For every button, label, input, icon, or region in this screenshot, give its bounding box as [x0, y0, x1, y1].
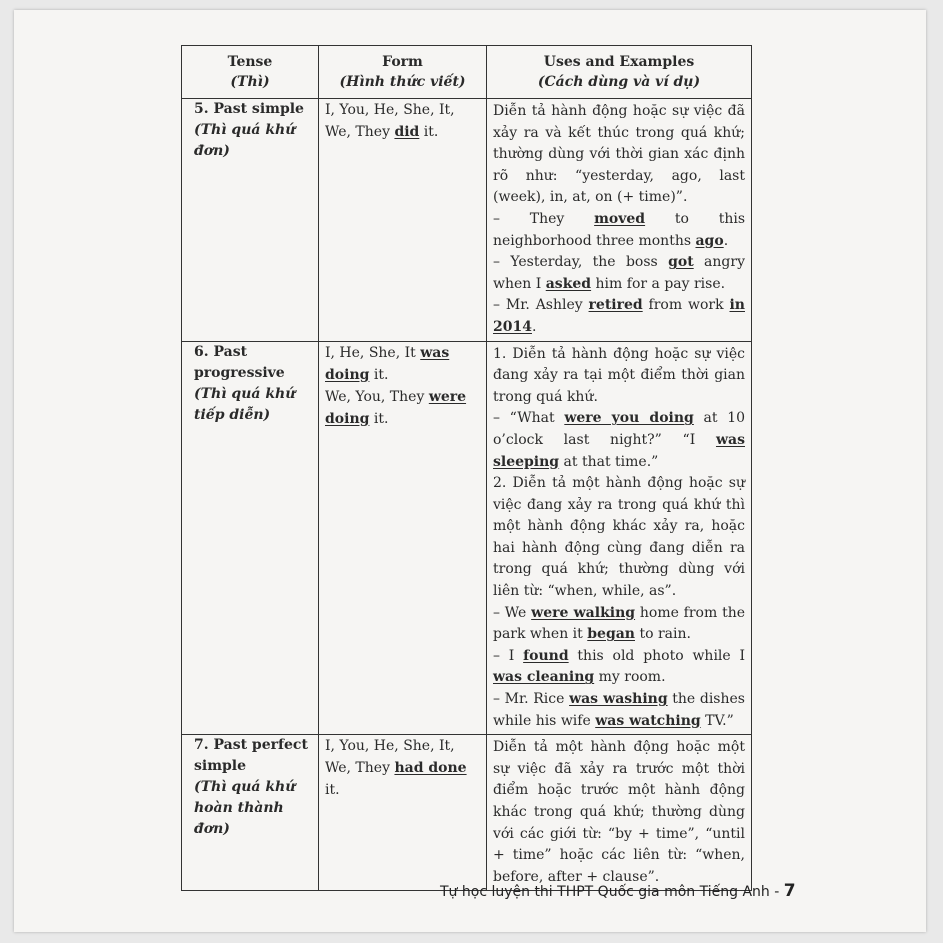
page-footer: [440, 881, 796, 901]
text-segment: 2. Diễn tả một hành động hoặc sự việc đang xảy ra trong quá khứ thì một hành động khác xảy ra, hoặc hai hành động cùng đang diễn ra trong quá khứ; thường dùng với liên từ: “when, while, as”.: [493, 475, 745, 600]
text-segment: – Mr. Rice: [493, 691, 570, 708]
form-cell: [319, 341, 487, 735]
tense-name: 5. Past simple: [194, 101, 304, 117]
text-segment: him for a pay rise.: [591, 275, 726, 292]
text-segment: 1. Diễn tả hành động hoặc sự việc đang xảy ra tại một điểm thời gian trong quá khứ.: [493, 345, 745, 405]
form-line: [325, 342, 480, 386]
footer-book-title: Tự học luyện thi THPT Quốc gia môn Tiếng Anh: [440, 884, 770, 900]
highlighted-verb: were walking: [531, 604, 636, 621]
tense-name-vi: (Thì quá khứ tiếp diễn): [194, 385, 296, 423]
text-segment: – We: [493, 604, 532, 621]
highlighted-verb: ago: [695, 232, 724, 249]
highlighted-verb: moved: [594, 210, 646, 227]
form-cell: [319, 735, 487, 891]
text-segment: We, You, They: [325, 388, 429, 405]
text-segment: angry when I: [493, 254, 745, 292]
uses-paragraph: [493, 344, 745, 409]
page-number: 7: [783, 881, 796, 901]
header-uses: [487, 46, 752, 99]
uses-cell: [487, 735, 752, 891]
uses-paragraph: [493, 408, 745, 473]
text-segment: Diễn tả hành động hoặc sự việc đã xảy ra và kết thúc trong quá khứ; thường dùng với thời gian xác định rõ như: “yesterday, ago, last (week), in, at, on (+ time)”.: [493, 103, 745, 206]
uses-paragraph: [493, 737, 745, 888]
uses-paragraph: [493, 473, 745, 603]
text-segment: I, He, She, It: [325, 344, 421, 361]
uses-paragraph: [493, 603, 745, 646]
text-segment: at 10 o’clock last night?” “I: [493, 410, 746, 448]
form-line: [325, 386, 480, 430]
text-segment: it.: [419, 124, 439, 140]
header-form: [319, 46, 487, 99]
highlighted-verb: in 2014: [493, 297, 745, 335]
text-segment: the dishes while his wife: [493, 691, 745, 729]
highlighted-verb: was cleaning: [493, 669, 595, 686]
tense-cell: [182, 99, 319, 342]
tense-name-vi: (Thì quá khứ đơn): [194, 122, 296, 159]
highlighted-verb: were doing: [325, 388, 467, 427]
text-segment: it.: [369, 366, 389, 383]
table-header-row: [182, 46, 752, 99]
highlighted-verb: were you doing: [564, 410, 694, 427]
text-segment: – I: [493, 647, 524, 664]
text-segment: to this neighborhood three months: [493, 210, 746, 249]
text-segment: I, You, He, She, It, We, They: [325, 738, 455, 777]
text-segment: – Mr. Ashley: [493, 297, 589, 314]
text-segment: from work: [642, 297, 730, 314]
book-page: [14, 10, 926, 932]
tense-name-vi: (Thì quá khứ hoàn thành đơn): [194, 779, 296, 838]
text-segment: Diễn tả một hành động hoặc một sự việc đã xảy ra trước một thời điểm hoặc trước một hành động khác trong quá khứ; thường dùng với các giới từ: “by + time”, “until + time” hoặc các liên từ: “when, before, after + clause”.: [493, 739, 745, 885]
text-segment: – “What: [493, 410, 565, 427]
highlighted-verb: got: [668, 254, 694, 271]
text-segment: home from the park when it: [493, 604, 745, 643]
highlighted-verb: was washing: [569, 691, 668, 708]
highlighted-verb: began: [587, 626, 635, 643]
header-uses-label: Uses and Examples: [543, 54, 695, 70]
tense-cell: [182, 735, 319, 891]
uses-paragraph: [493, 689, 745, 732]
tense-name: 6. Past progressive: [194, 343, 285, 381]
text-segment: .: [723, 232, 729, 249]
text-segment: my room.: [594, 669, 666, 686]
header-tense-vi: (Thì): [230, 74, 270, 90]
form-line: [325, 735, 480, 801]
tense-cell: [182, 341, 319, 735]
header-tense: [182, 46, 319, 99]
tense-name: 7. Past perfect simple: [194, 737, 308, 775]
header-uses-vi: (Cách dùng và ví dụ): [537, 74, 701, 90]
text-segment: I, You, He, She, It, We, They: [325, 102, 455, 140]
text-segment: it.: [325, 782, 340, 799]
uses-paragraph: [493, 646, 745, 689]
highlighted-verb: asked: [545, 275, 592, 292]
highlighted-verb: did: [394, 124, 420, 140]
text-segment: to rain.: [635, 626, 691, 643]
header-tense-label: Tense: [227, 54, 273, 70]
table-row: [182, 341, 752, 735]
uses-paragraph: [493, 252, 745, 295]
uses-cell: [487, 341, 752, 735]
text-segment: TV.”: [700, 712, 734, 729]
highlighted-verb: had done: [394, 760, 467, 777]
highlighted-verb: was doing: [325, 344, 450, 383]
text-segment: – They: [493, 210, 595, 227]
header-form-vi: (Hình thức viết): [339, 74, 466, 90]
uses-paragraph: [493, 295, 745, 338]
form-cell: [319, 99, 487, 342]
highlighted-verb: was watching: [595, 712, 701, 729]
text-segment: at that time.”: [559, 453, 659, 470]
form-line: [325, 99, 480, 143]
table-row: [182, 99, 752, 342]
text-segment: – Yesterday, the boss: [493, 254, 669, 271]
tense-table: [181, 45, 752, 891]
uses-cell: [487, 99, 752, 342]
uses-paragraph: [493, 101, 745, 209]
highlighted-verb: retired: [588, 297, 643, 314]
header-form-label: Form: [382, 54, 423, 70]
uses-paragraph: [493, 209, 745, 252]
text-segment: this old photo while I: [568, 647, 746, 664]
highlighted-verb: was sleeping: [493, 431, 745, 470]
text-segment: .: [531, 318, 537, 335]
highlighted-verb: found: [523, 647, 569, 664]
footer-separator: -: [769, 884, 784, 900]
table-row: [182, 735, 752, 891]
text-segment: it.: [369, 410, 389, 427]
